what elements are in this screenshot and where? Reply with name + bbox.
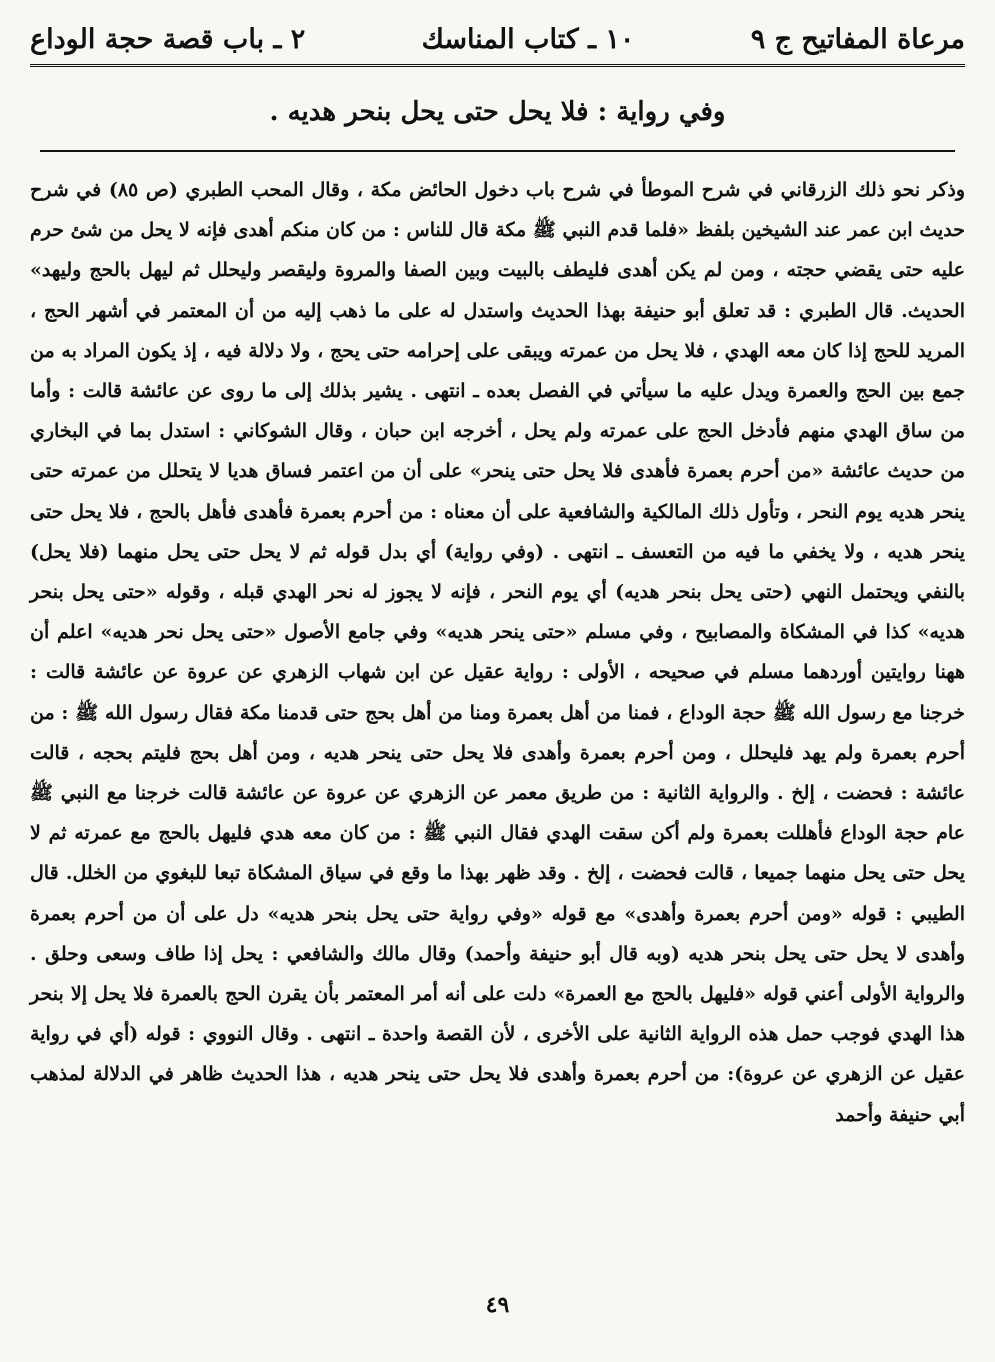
commentary-body xyxy=(30,170,965,1135)
hadith-text: وفي رواية : فلا يحل حتى يحل بنحر هديه . xyxy=(269,97,726,127)
commentary-paragraph: وذكر نحو ذلك الزرقاني في شرح الموطأ في شرح باب دخول الحائض مكة ، وقال المحب الطبري (ص ٨٥) في شرح حديث ابن عمر عند الشيخين بلفظ «فلما قدم النبي ﷺ مكة قال للناس : من كان منكم أهدى فإنه لا يحل من شئ حرم عليه حتى يقضي حجته ، ومن لم يكن أهدى فليطف بالبيت وبين الصفا والمروة وليقصر وليحلل ثم ليهل بالحج وليهد» الحديث. قال الطبري : قد تعلق أبو حنيفة بهذا الحديث واستدل له على ما ذهب إليه من أن المعتمر في أشهر الحج ، المريد للحج إذا كان معه الهدي ، فلا يحل من عمرته ويبقى على إحرامه حتى يحج ، ولا دلالة فيه ، إذ يكون المراد به من جمع بين الحج والعمرة ويدل عليه ما سيأتي في الفصل بعده ـ انتهى . يشير بذلك إلى ما روى عن عائشة قالت : وأما من ساق الهدي منهم فأدخل الحج على عمرته ولم يحل ، أخرجه ابن حبان ، وقال الشوكاني : استدل بما في البخاري من حديث عائشة «من أحرم بعمرة فأهدى فلا يحل حتى ينحر» على أن من اعتمر فساق هديا لا يتحلل من عمرته حتى ينحر هديه يوم النحر ، وتأول ذلك المالكية والشافعية على أن معناه : من أحرم بعمرة فأهدى فأهل بالحج ، فلا يحل حتى ينحر هديه ، ولا يخفي ما فيه من التعسف ـ انتهى . (وفي رواية) أي بدل قوله ثم لا يحل حتى يحل منهما (فلا يحل) بالنفي ويحتمل النهي (حتى يحل بنحر هديه) أي يوم النحر ، فإنه لا يجوز له نحر الهدي قبله ، وقوله «حتى يحل بنحر هديه» كذا في المشكاة والمصابيح ، وفي مسلم «حتى ينحر هديه» وفي جامع الأصول «حتى يحل نحر هديه» اعلم أن ههنا روايتين أوردهما مسلم في صحيحه ، الأولى : رواية عقيل عن ابن شهاب الزهري عن عروة عن عائشة قالت : خرجنا مع رسول الله ﷺ حجة الوداع ، فمنا من أهل بعمرة ومنا من أهل بحج حتى قدمنا مكة فقال رسول الله ﷺ : من أحرم بعمرة ولم يهد فليحلل ، ومن أحرم بعمرة وأهدى فلا يحل حتى ينحر هديه ، ومن أهل بحج فليتم بحجه ، قالت عائشة : فحضت ، إلخ . والرواية الثانية : من طريق معمر عن الزهري عن عروة عن عائشة قالت خرجنا مع النبي ﷺ عام حجة الوداع فأهللت بعمرة ولم أكن سقت الهدي فقال النبي ﷺ : من كان معه هدي فليهل بالحج مع عمرته ثم لا يحل حتى يحل منهما جميعا ، قالت فحضت ، إلخ . وقد ظهر بهذا ما وقع في سياق المشكاة تبعا للبغوي من الخلل. قال الطيبي : قوله «ومن أحرم بعمرة وأهدى» مع قوله «وفي رواية حتى يحل بنحر هديه» دل على أن من أحرم بعمرة وأهدى لا يحل حتى يحل بنحر هديه (وبه قال أبو حنيفة وأحمد) وقال مالك والشافعي : يحل إذا طاف وسعى وحلق . والرواية الأولى أعني قوله «فليهل بالحج مع العمرة» دلت على أنه أمر المعتمر بأن يقرن الحج بالعمرة فلا يحل إلا بنحر هذا الهدي فوجب حمل هذه الرواية الثانية على الأخرى ، لأن القصة واحدة ـ انتهى . وقال النووي : قوله (أي في رواية عقيل عن الزهري عن عروة): من أحرم بعمرة وأهدى فلا يحل حتى ينحر هديه ، هذا الحديث ظاهر في الدلالة لمذهب أبي حنيفة وأحمد xyxy=(30,179,966,1126)
separator-rule xyxy=(40,150,955,152)
chapter-title: ١٠ ـ كتاب المناسك xyxy=(421,23,635,55)
book-title: مرعاة المفاتيح ج ٩ xyxy=(750,23,965,55)
page-number: ٤٩ xyxy=(485,1292,510,1318)
section-title: ٢ ـ باب قصة حجة الوداع xyxy=(30,23,306,55)
running-header xyxy=(30,14,965,67)
